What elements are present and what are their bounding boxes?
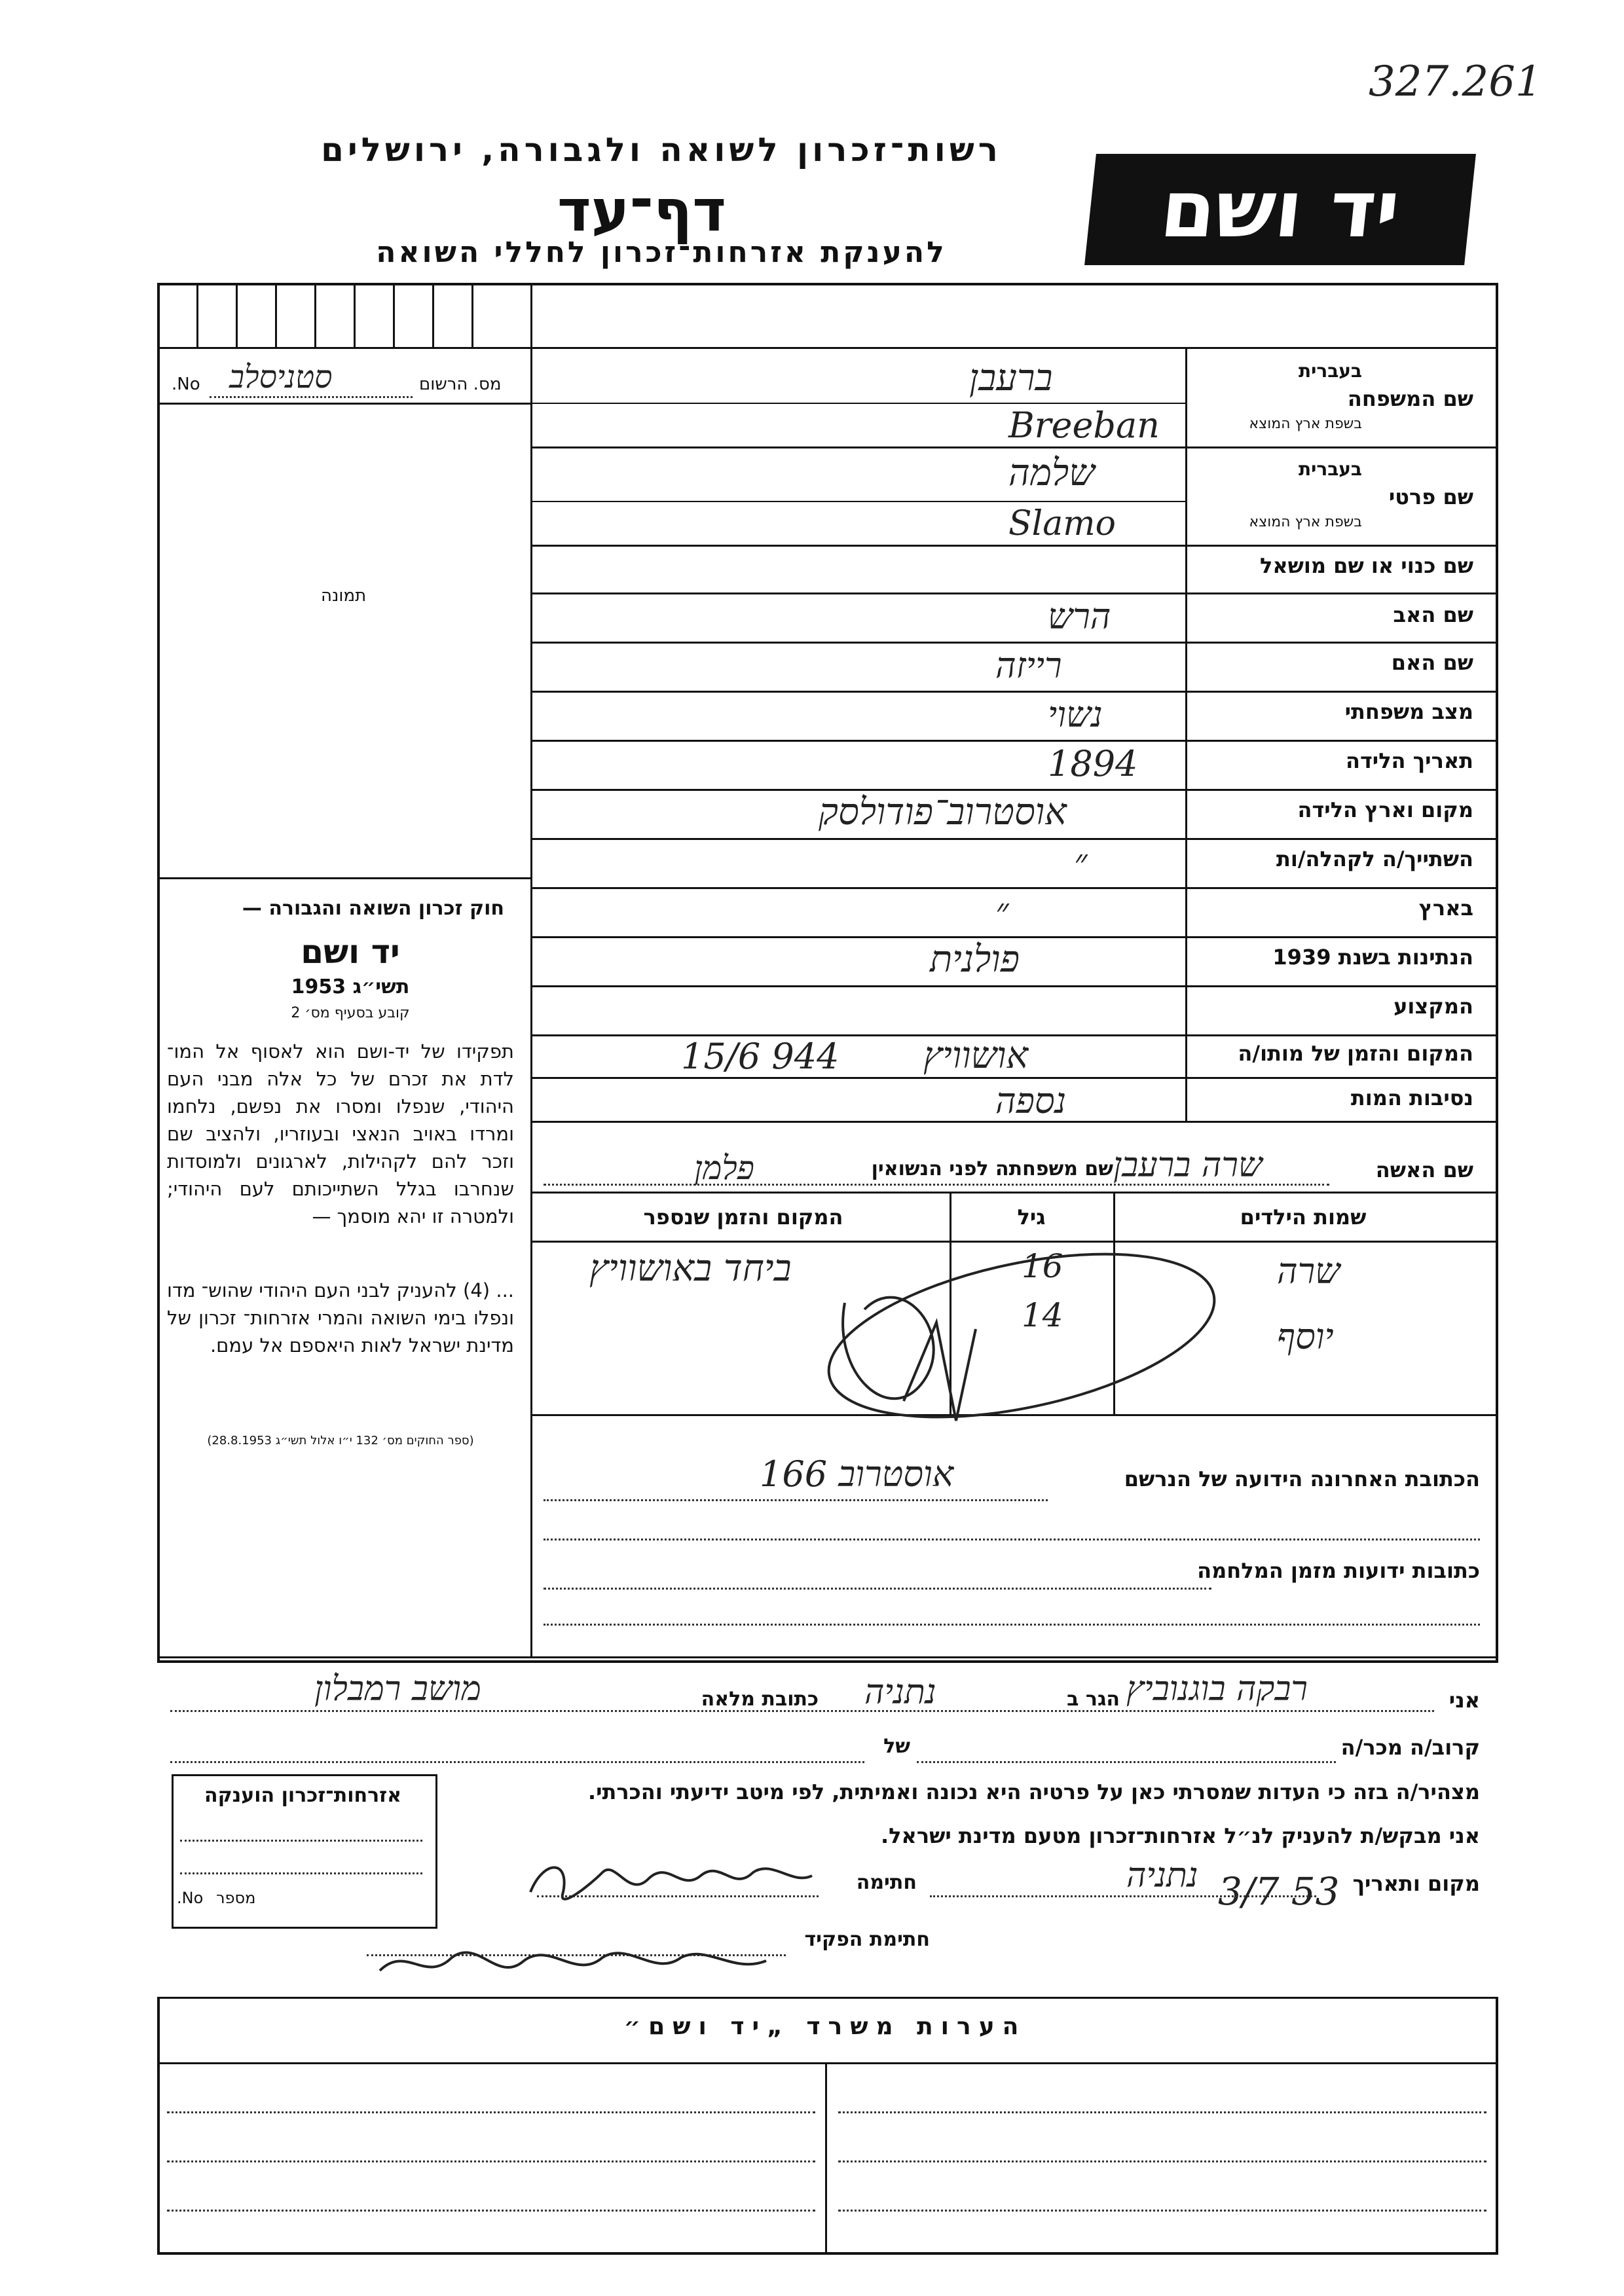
- mother-name-value: רייזה: [995, 645, 1062, 686]
- birth-place-label: מקום וארץ הלידה: [1297, 797, 1473, 822]
- officer-signature: [367, 1938, 786, 1997]
- wife-maiden-label: שם משפחתה לפני הנשואין: [871, 1157, 1113, 1180]
- full-address-label: כתובת מלאה: [701, 1688, 819, 1711]
- place-date-label: מקום ותאריך: [1352, 1871, 1480, 1896]
- yad-vashem-logo: יד ושם: [1084, 154, 1476, 265]
- children-age-header: גיל: [1017, 1205, 1046, 1230]
- child-1-age: 16: [1022, 1247, 1063, 1285]
- declarant-signature: [517, 1846, 825, 1918]
- family-name-hebrew-label: בעברית: [1298, 360, 1362, 382]
- first-name-latin: Slamo: [1008, 504, 1116, 543]
- wife-name-value: שרה ברעבן: [1113, 1146, 1263, 1185]
- birth-date-label: תאריך הלידה: [1345, 748, 1473, 773]
- country-label: בארץ: [1418, 896, 1473, 920]
- resident-value: נתניה: [864, 1673, 936, 1712]
- first-name-origin-label: בשפת ארץ המוצא: [1249, 514, 1362, 530]
- children-place-header: המקום והזמן שנספר: [643, 1205, 843, 1230]
- registration-number: סטניסלב: [229, 359, 333, 395]
- law-section: קובע בסעיף מס׳ 2: [291, 1005, 410, 1021]
- father-name-label: שם האב: [1393, 602, 1473, 627]
- law-citation: (ספר החוקים מס׳ 132 י״ו אלול תשי״ג 28.8.1953): [207, 1434, 474, 1448]
- citizenship-granted-label: אזרחות־זכרון הוענקה: [204, 1784, 402, 1807]
- relative-label: קרוב/ה מכר/ה: [1340, 1735, 1480, 1760]
- citizenship-number-label: מספר: [216, 1889, 256, 1907]
- citizenship-no-label: No.: [177, 1889, 204, 1907]
- resident-label: הגר ב: [1067, 1688, 1120, 1711]
- marital-status-label: מצב משפחתי: [1344, 699, 1473, 724]
- last-address-label: הכתובת האחרונה הידועה של הנרשם: [1124, 1467, 1480, 1491]
- office-notes-heading: הערות משרד „יד ושם״: [623, 2013, 1027, 2040]
- declarant-label: אני: [1449, 1688, 1480, 1713]
- mother-name-label: שם האם: [1391, 650, 1473, 675]
- place-value: נתניה: [1126, 1856, 1198, 1895]
- citizenship-1939-value: פולנית: [930, 938, 1020, 981]
- first-name-hebrew-label: בעברית: [1298, 458, 1362, 480]
- family-name-origin-label: בשפת ארץ המוצא: [1249, 416, 1362, 432]
- reference-number: 327.261: [1369, 58, 1542, 106]
- nickname-label: שם כנוי או שם מושאל: [1259, 553, 1473, 578]
- wartime-address-label: כתובות ידועות מזמן המלחמה: [1197, 1558, 1480, 1583]
- birth-date-value: 1894: [1048, 743, 1138, 784]
- citizenship-1939-label: הנתינות בשנת 1939: [1272, 945, 1473, 970]
- family-name-latin: Breeban: [1008, 405, 1160, 446]
- death-circumstances-label: נסיבות המות: [1350, 1085, 1473, 1110]
- date-value: 3/7 53: [1218, 1869, 1340, 1914]
- law-title: חוק זכרון השואה והגבורה —: [242, 897, 504, 920]
- birth-place-value: אוסטרוב־פודולסק: [819, 791, 1067, 833]
- office-notes-frame: [157, 1997, 1498, 2255]
- profession-label: המקצוע: [1393, 994, 1473, 1019]
- first-name-hebrew: שלמה: [1008, 452, 1095, 494]
- relative-of-label: של: [883, 1735, 910, 1758]
- form-title: דף־עד: [557, 177, 726, 244]
- last-address-value: אוסטרוב 166: [760, 1453, 954, 1495]
- family-name-hebrew: ברעבן: [969, 357, 1053, 399]
- child-1-name: שרה: [1277, 1250, 1340, 1292]
- child-2-name: יוסף: [1277, 1316, 1334, 1357]
- death-place-time-label: המקום והזמן של מותו/ה: [1238, 1041, 1473, 1066]
- wife-name-label: שם האשה: [1375, 1157, 1473, 1182]
- death-date-value: 15/6 944: [681, 1036, 840, 1077]
- law-paragraph-1: תפקידו של יד-ושם הוא לאסוף אל המו־ לדת את זכרם של כל אלה מבני העם היהודי, שנפלו ומסרו את נפשם, נלחמו ומרדו באויב הנאצי ובעוזריו, ולהציב שם וזכר להם לקהילות, לארגונים ולמוסדות שנחרבו בגלל השתייכותם לעם היהודי; ולמטרה זו יהא מוסמך —: [167, 1040, 514, 1228]
- registration-label: מס. הרשום: [419, 374, 502, 394]
- family-name-label: שם המשפחה: [1347, 386, 1473, 411]
- full-address-value: מושב רמבלון: [314, 1669, 481, 1709]
- signature-label: חתימה: [856, 1871, 917, 1894]
- father-name-value: הרש: [1048, 596, 1111, 637]
- officer-signature-label: חתימת הפקיד: [804, 1928, 930, 1951]
- marital-status-value: נשוי: [1048, 694, 1103, 735]
- law-paragraph-2: ... (4) להעניק לבני העם היהודי שהוש־ מדו ונפלו בימי השואה והמרי אזרחות־ זכרון של מדינת ישראל לאות היאספם אל עמם.: [167, 1279, 515, 1357]
- declaration-request: אני מבקש/ת להעניק לנ״ל אזרחות־זכרון מטעם מדינת ישראל.: [881, 1823, 1480, 1848]
- child-2-age: 14: [1022, 1296, 1063, 1334]
- registration-no-label: No.: [172, 374, 200, 394]
- child-1-place: ביחד באושוויץ: [589, 1247, 792, 1290]
- declaration-statement: מצהיר/ה בזה כי העדות שמסרתי כאן על פרטיה היא נכונה ואמיתית, לפי מיטב ידיעתי והכרתי.: [587, 1779, 1480, 1804]
- law-name: יד ושם: [301, 933, 400, 971]
- community-value: ״: [1074, 841, 1088, 883]
- scribble-mark: [805, 1231, 1231, 1440]
- first-name-label: שם פרטי: [1388, 484, 1473, 509]
- community-label: השתייך/ה לקהלה/ות: [1276, 847, 1473, 871]
- photo-label: תמונה: [321, 586, 367, 606]
- death-circumstances-value: נספה: [995, 1080, 1067, 1121]
- country-value: ״: [995, 890, 1009, 932]
- declarant-name: רבקה בוגנוביץ: [1126, 1669, 1308, 1709]
- wife-maiden-value: פלמן: [694, 1149, 754, 1187]
- form-subtitle: להענקת אזרחות־זכרון לחללי השואה: [376, 236, 947, 269]
- law-year: תשי״ג 1953: [291, 975, 410, 998]
- authority-heading: רשות־זכרון לשואה ולגבורה, ירושלים: [321, 131, 1002, 169]
- children-names-header: שמות הילדים: [1240, 1205, 1367, 1230]
- death-place-value: אושוויץ: [923, 1034, 1029, 1077]
